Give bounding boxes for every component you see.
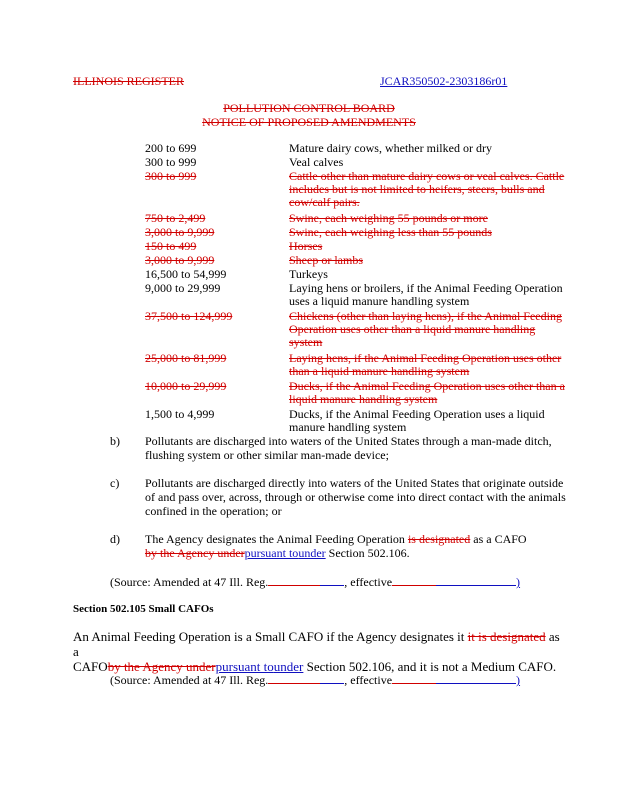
item-d-text [145,532,565,560]
section-deleted-1: it is designated [467,629,546,644]
table-row-description: Horses [289,239,323,253]
source-2-blank-blue-a [320,672,344,684]
source-1-blank-red-a [268,574,320,586]
table-row-description: Laying hens, if the Animal Feeding Operation uses other than a liquid manure handling system [289,351,562,378]
source-2-blank-red-a [268,672,320,684]
section-deleted-2: by the Agency under [107,659,216,674]
table-row-description: Ducks, if the Animal Feeding Operation uses other than a liquid manure handling system [289,379,565,406]
item-b-text: Pollutants are discharged into waters of the United States through a man-made ditch, flushing system or other similar man-made device; [145,434,552,462]
table-row-quantity: 300 to 999 [145,169,197,183]
source-1-blank-red-b [392,574,436,586]
source-2-blank-red-b [392,672,436,684]
section-text [73,629,563,674]
source-2-mid: , effective [344,673,393,687]
source-1-end: ) [516,575,521,589]
section-text-2: as a [73,629,560,659]
header-jcar-code: JCAR350502-2303186r01 [380,74,508,88]
item-c-label: c) [110,476,120,490]
table-row-description: Sheep or lambs [289,253,363,267]
table-row-description: Mature dairy cows, whether milked or dry [289,141,492,155]
section-text-1: An Animal Feeding Operation is a Small CAFO if the Agency designates it [73,629,465,644]
source-2-prefix: (Source: Amended at 47 Ill. Reg. [110,673,269,687]
table-row-description: Swine, each weighing 55 pounds or more [289,211,488,225]
source-1-prefix: (Source: Amended at 47 Ill. Reg. [110,575,269,589]
source-2-end: ) [516,673,521,687]
table-row-quantity: 150 to 499 [145,239,197,253]
table-row-description: Laying hens or broilers, if the Animal Feeding Operation uses a liquid manure handling system [289,281,563,308]
source-1-blank-blue-a [320,574,344,586]
table-row-description: Swine, each weighing less than 55 pounds [289,225,492,239]
table-row-quantity: 16,500 to 54,999 [145,267,227,281]
table-row-quantity: 37,500 to 124,999 [145,309,233,323]
item-b-label: b) [110,434,120,448]
title-board: POLLUTION CONTROL BOARD [223,101,395,115]
table-row-description: Turkeys [289,267,328,281]
table-row-quantity: 10,000 to 29,999 [145,379,227,393]
section-inserted-1: pursuant to [215,659,274,674]
table-row-description: Veal calves [289,155,344,169]
section-inserted-2: under [273,659,304,674]
table-row-quantity: 9,000 to 29,999 [145,281,221,295]
table-row-description: Cattle other than mature dairy cows or veal calves. Cattle includes but is not limited to heifers, steers, bulls and cow/calf pairs. [289,169,565,209]
table-row-quantity: 25,000 to 81,999 [145,351,227,365]
item-c-text: Pollutants are discharged directly into waters of the United States that originate outside of and pass over, across, through or otherwise come into direct contact with the animals confined in the operation; or [145,476,566,518]
table-row-description: Chickens (other than laying hens), if the Animal Feeding Operation uses other than a liquid manure handling system [289,309,562,349]
item-d-deleted-1: is designated [407,532,471,546]
item-d-deleted-2: by the Agency under [145,546,245,560]
item-d-text-3: Section 502.106. [328,546,410,560]
table-row-quantity: 3,000 to 9,999 [145,225,215,239]
item-d-text-2: as a CAFO [473,532,527,546]
table-row-quantity: 1,500 to 4,999 [145,407,215,421]
source-note-1 [110,574,520,589]
table-row-description: Ducks, if the Animal Feeding Operation uses a liquid manure handling system [289,407,545,434]
item-d-text-1: The Agency designates the Animal Feeding Operation [145,532,405,546]
source-1-blank-blue-b [436,574,516,586]
header-register-title: ILLINOIS REGISTER [73,74,184,88]
section-heading: Section 502.105 Small CAFOs [73,603,214,615]
table-row-quantity: 200 to 699 [145,141,197,155]
table-row-quantity: 300 to 999 [145,155,197,169]
source-2-blank-blue-b [436,672,516,684]
table-row-quantity: 750 to 2,499 [145,211,206,225]
source-1-mid: , effective [344,575,393,589]
section-text-3: CAFO [73,659,108,674]
item-d-inserted-1: pursuant to [244,546,299,560]
item-d-label: d) [110,532,120,546]
source-note-2 [110,672,520,687]
section-text-4: Section 502.106, and it is not a Medium CAFO. [306,659,557,674]
item-d-inserted-2: under [298,546,326,560]
title-notice: NOTICE OF PROPOSED AMENDMENTS [202,115,416,129]
table-row-quantity: 3,000 to 9,999 [145,253,215,267]
